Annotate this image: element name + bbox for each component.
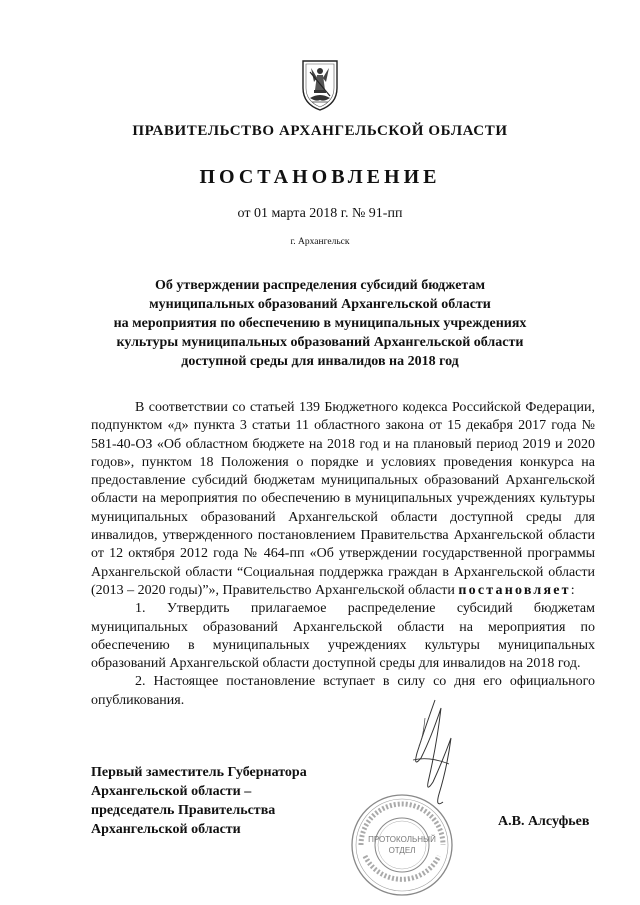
government-name: ПРАВИТЕЛЬСТВО АРХАНГЕЛЬСКОЙ ОБЛАСТИ	[132, 123, 508, 139]
position-line: Архангельской области	[91, 822, 241, 837]
handwritten-signature-icon	[395, 698, 465, 818]
document-city: г. Архангельск	[290, 237, 350, 247]
position-line: Первый заместитель Губернатора	[91, 765, 307, 780]
preamble-text: В соответствии со статьей 139 Бюджетного кодекса Российской Федерации, подпунктом «д» пункта 3 статьи 11 областного закона от 15 декабря 2017 года № 581-40-ОЗ «Об областном бюджете на 2018 год и на плановый период 2019 и 2020 годов», пунктом 18 Положения о порядке и условиях проведения конкурса на предоставление субсидий бюджетам муниципальных образований Архангельской области на мероприятия по обеспечению в муниципальных учреждениях культуры муниципальных образований Архангельской области доступной среды для инвалидов, утвержденного постановлением Правительства Архангельской области от 12 октября 2012 года № 464-пп «Об утверждении государственной программы Архангельской области “Социальная поддержка граждан в Архангельской области (2013 – 2020 годы)”», Правительство Архангельской области	[91, 400, 595, 598]
document-type: ПОСТАНОВЛЕНИЕ	[199, 166, 441, 188]
item-2-paragraph: 2. Настоящее постановление вступает в силу со дня его официального опубликования.	[91, 674, 595, 708]
title-line: Об утверждении распределения субсидий бюджетам	[154, 278, 485, 293]
item-1-paragraph: 1. Утвердить прилагаемое распределение субсидий бюджетам муниципальных образований Архангельской области на мероприятия по обеспечению в муниципальных учреждениях культуры муниципальных образований Архангельской области доступной среды для инвалидов на 2018 год.	[91, 601, 595, 672]
resolves-word: постановляет	[458, 582, 571, 598]
signatory-name: А.В. Алсуфьев	[498, 814, 590, 829]
document-body	[91, 399, 595, 710]
title-line: культуры муниципальных образований Архангельской области	[116, 335, 524, 350]
title-line: муниципальных образований Архангельской области	[149, 297, 491, 312]
preamble-paragraph	[91, 399, 595, 600]
document-number: от 01 марта 2018 г. № 91-пп	[237, 206, 403, 221]
svg-text:ОТДЕЛ: ОТДЕЛ	[388, 846, 416, 855]
signatory-position	[91, 763, 307, 839]
position-line: Архангельской области –	[91, 784, 252, 799]
position-line: председатель Правительства	[91, 803, 276, 818]
document-title	[100, 276, 540, 371]
title-line: на мероприятия по обеспечению в муниципальных учреждениях	[113, 316, 527, 331]
resolves-colon: :	[570, 582, 575, 598]
title-line: доступной среды для инвалидов на 2018 год	[181, 354, 459, 369]
svg-text:ПРОТОКОЛЬНЫЙ: ПРОТОКОЛЬНЫЙ	[368, 835, 436, 844]
arkhangelsk-coat-of-arms-icon	[300, 58, 340, 112]
